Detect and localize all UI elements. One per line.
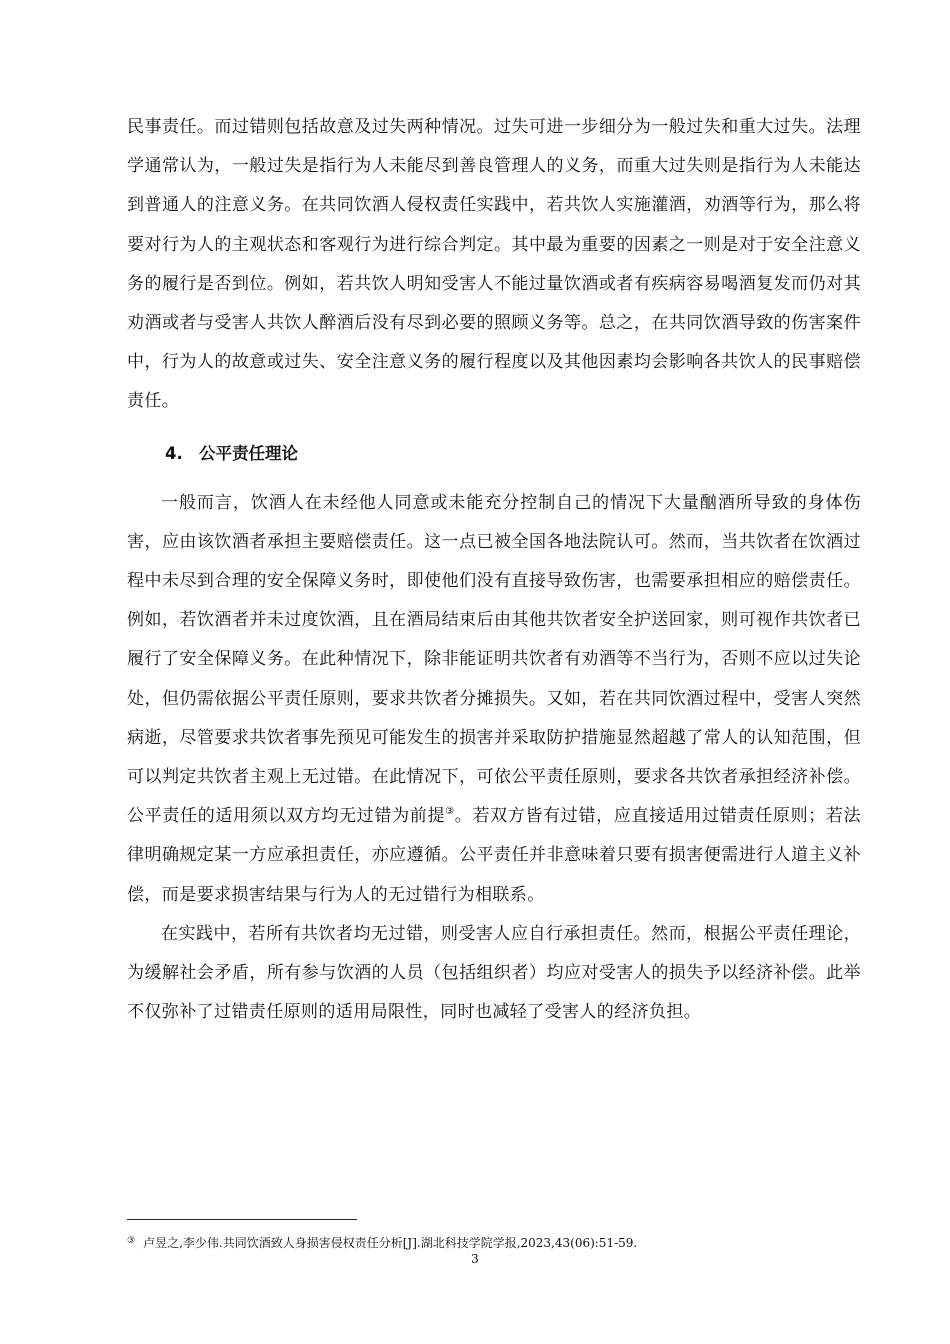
- body-text: [127, 108, 861, 1032]
- page-number: 3: [471, 1252, 479, 1266]
- footnote-separator: [127, 1219, 357, 1220]
- paragraph-practice: 在实践中，若所有共饮者均无过错，则受害人应自行承担责任。然而，根据公平责任理论，为缓解社会矛盾，所有参与饮酒的人员（包括组织者）均应对受害人的损失予以经济补偿。此举不仅弥补了过错责任原则的适用局限性，同时也减轻了受害人的经济负担。: [127, 923, 861, 1023]
- paragraph-fair-liability: [127, 484, 861, 915]
- footnote-reference[interactable]: ③: [445, 806, 455, 818]
- paragraph-continued: 民事责任。而过错则包括故意及过失两种情况。过失可进一步细分为一般过失和重大过失。法理学通常认为，一般过失是指行为人未能尽到善良管理人的义务，而重大过失则是指行为人未能达到普通人的注意义务。在共同饮酒人侵权责任实践中，若共饮人实施灌酒，劝酒等行为，那么将要对行为人的主观状态和客观行为进行综合判定。其中最为重要的因素之一则是对于安全注意义务的履行是否到位。例如，若共饮人明知受害人不能过量饮酒或者有疾病容易喝酒复发而仍对其劝酒或者与受害人共饮人醉酒后没有尽到必要的照顾义务等。总之，在共同饮酒导致的伤害案件中，行为人的故意或过失、安全注意义务的履行程度以及其他因素均会影响各共饮人的民事赔偿责任。: [127, 117, 861, 412]
- section-title: 公平责任理论: [199, 443, 298, 463]
- footnote: [127, 1233, 861, 1251]
- footnote-mark: ③: [127, 1236, 136, 1246]
- footnote-text: 卢昱之,李少伟.共同饮酒致人身损害侵权责任分析[J].湖北科技学院学报,2023,43(06):51-59.: [143, 1236, 638, 1250]
- paragraph-text-part-2: 。若双方皆有过错，应直接适用过错责任原则；若法律明确规定某一方应承担责任，亦应遵循。公平责任并非意味着只要有损害便需进行人道主义补偿，而是要求损害结果与行为人的无过错行为相联系。: [127, 806, 861, 905]
- paragraph-text-part-1: 一般而言，饮酒人在未经他人同意或未能充分控制自己的情况下大量酗酒所导致的身体伤害，应由该饮酒者承担主要赔偿责任。这一点已被全国各地法院认可。然而，当共饮者在饮酒过程中未尽到合理的安全保障义务时，即使他们没有直接导致伤害，也需要承担相应的赔偿责任。例如，若饮酒者并未过度饮酒，且在酒局结束后由其他共饮者安全护送回家，则可视作共饮者已履行了安全保障义务。在此种情况下，除非能证明共饮者有劝酒等不当行为，否则不应以过失论处，但仍需依据公平责任原则，要求共饮者分摊损失。又如，若在共同饮酒过程中，受害人突然病逝，尽管要求共饮者事先预见可能发生的损害并采取防护措施显然超越了常人的认知范围，但可以判定共饮者主观上无过错。在此情况下，可依公平责任原则，要求各共饮者承担经济补偿。公平责任的适用须以双方均无过错为前提: [127, 492, 861, 827]
- section-heading: [127, 440, 861, 468]
- section-number: 4.: [165, 443, 183, 463]
